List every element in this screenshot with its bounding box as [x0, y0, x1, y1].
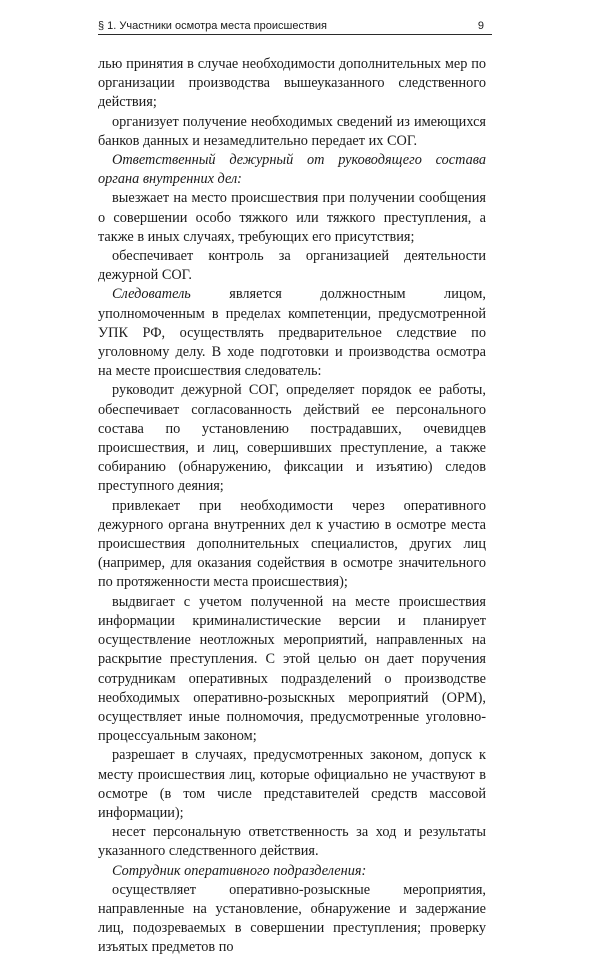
paragraph-item: несет персональную ответственность за ход и результаты указанного следственного действия.: [98, 824, 486, 860]
paragraph-continuation: лью принятия в случае необходимости дополнительных мер по организации производства вышеуказанного следственного действия;: [98, 56, 486, 111]
paragraph-item: выезжает на место происшествия при получении сообщения о совершении особо тяжкого или тяжкого преступления, а также в иных случаях, требующих его присутствия;: [98, 190, 486, 245]
paragraph-investigator: [98, 285, 486, 381]
role-heading-duty-officer: Ответственный дежурный от руководящего состава органа внутренних дел:: [98, 152, 486, 188]
paragraph-item: осуществляет оперативно-розыскные мероприятия, направленные на установление, обнаружение и задержание лиц, подозреваемых в совершении преступления; проверку изъятых предметов по: [98, 881, 486, 956]
paragraph-item: руководит дежурной СОГ, определяет порядок ее работы, обеспечивает согласованность действий ее персонального состава по установлению пострадавших, очевидцев происшествия, и лиц, совершивших преступление, а также собиранию (обнаружению, фиксации и изъятию) следов преступного деяния;: [98, 382, 486, 495]
running-header: [98, 18, 492, 35]
paragraph-investigator-text: является должностным лицом, уполномоченным в пределах компетенции, предусмотренной УПК РФ, осуществлять предварительное следствие по уголовному делу. В ходе подготовки и производства осмотра на месте происшествия следователь:: [98, 286, 486, 380]
paragraph-item: выдвигает с учетом полученной на месте происшествия информации криминалистические версии и планирует осуществление неотложных мероприятий, направленных на раскрытие преступления. С этой целью он дает поручения сотрудникам оперативных подразделений о производстве необходимых оперативно-розыскных мероприятий (ОРМ), осуществляет иные полномочия, предусмотренные уголовно-процессуальным законом;: [98, 593, 486, 745]
body-text: [98, 55, 486, 958]
paragraph-item: разрешает в случаях, предусмотренных законом, допуск к месту происшествия лиц, которые официально не участвуют в осмотре (в том числе представителей средств массовой информации);: [98, 747, 486, 821]
paragraph-item: организует получение необходимых сведений из имеющихся банков данных и незамедлительно передает их СОГ.: [98, 113, 486, 149]
role-term-investigator: Следователь: [112, 286, 191, 303]
paragraph-item: обеспечивает контроль за организацией деятельности дежурной СОГ.: [98, 248, 486, 284]
paragraph-item: привлекает при необходимости через оперативного дежурного органа внутренних дел к участию в осмотре места происшествия дополнительных специалистов, других лиц (например, для оказания содействия в осмотре значительного по протяженности места происшествия);: [98, 497, 486, 591]
role-heading-operative: Сотрудник оперативного подразделения:: [112, 862, 367, 879]
page-number: 9: [477, 20, 484, 32]
running-title: § 1. Участники осмотра места происшествия: [98, 20, 327, 32]
